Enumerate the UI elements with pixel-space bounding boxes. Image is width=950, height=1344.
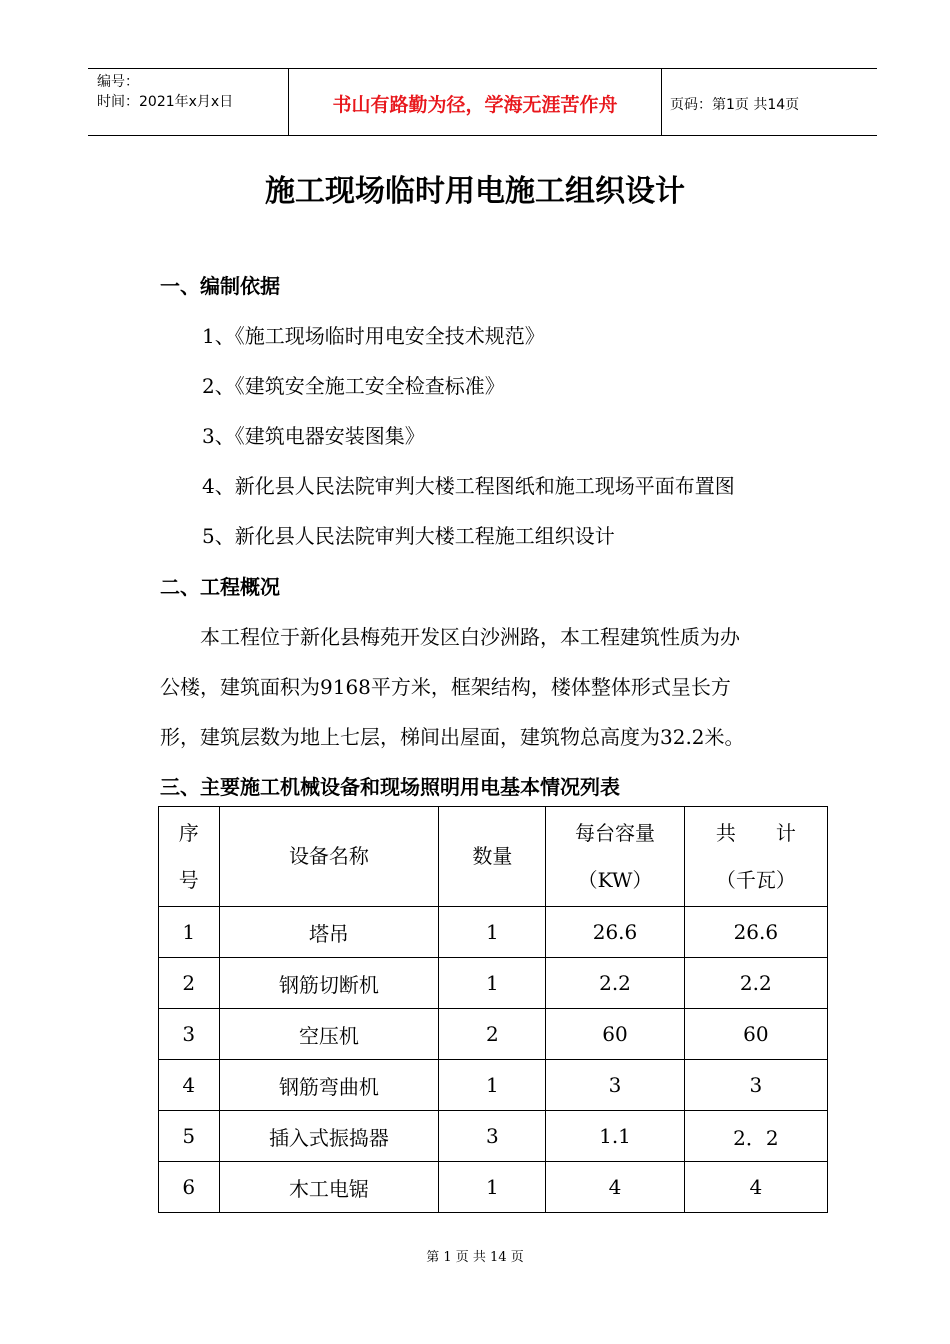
table-row — [159, 1009, 828, 1060]
cell-total: 3 — [684, 1060, 827, 1111]
header-top-rule — [88, 68, 877, 69]
header-name: 设备名称 — [219, 807, 439, 907]
basis-item: 4、新化县人民法院审判大楼工程图纸和施工现场平面布置图 — [202, 474, 735, 498]
table-row — [159, 907, 828, 958]
cell-seq: 3 — [159, 1009, 220, 1060]
cell-seq: 4 — [159, 1060, 220, 1111]
section-heading-basis: 一、编制依据 — [160, 274, 280, 298]
header-capacity-line2: （KW） — [577, 867, 653, 892]
section-heading-overview: 二、工程概况 — [160, 575, 280, 599]
doc-number-label: 编号： — [97, 74, 139, 90]
equipment-table — [158, 806, 828, 1213]
cell-total: 2.2 — [684, 958, 827, 1009]
header-bottom-rule — [88, 135, 877, 136]
table-row — [159, 1111, 828, 1162]
cell-qty: 1 — [439, 1162, 546, 1213]
header-divider-right — [661, 68, 662, 136]
overview-paragraph-line: 公楼，建筑面积为9168平方米，框架结构，楼体整体形式呈长方 — [160, 675, 731, 699]
cell-total: 26.6 — [684, 907, 827, 958]
cell-total: 60 — [684, 1009, 827, 1060]
cell-name: 空压机 — [219, 1009, 439, 1060]
doc-time-label: 时间：2021年x月x日 — [97, 94, 234, 110]
table-row — [159, 1162, 828, 1213]
cell-seq: 2 — [159, 958, 220, 1009]
cell-name: 插入式振捣器 — [219, 1111, 439, 1162]
header-seq-line2: 号 — [178, 867, 199, 892]
cell-capacity: 4 — [546, 1162, 684, 1213]
header-seq — [159, 807, 220, 907]
header-total — [684, 807, 827, 907]
document-title: 施工现场临时用电施工组织设计 — [265, 174, 685, 209]
overview-paragraph-line: 本工程位于新化县梅苑开发区白沙洲路，本工程建筑性质为办 — [160, 625, 740, 649]
header-capacity — [546, 807, 684, 907]
cell-qty: 1 — [439, 1060, 546, 1111]
cell-qty: 3 — [439, 1111, 546, 1162]
cell-name: 钢筋切断机 — [219, 958, 439, 1009]
cell-capacity: 26.6 — [546, 907, 684, 958]
cell-seq: 5 — [159, 1111, 220, 1162]
header-motto: 书山有路勤为径，学海无涯苦作舟 — [332, 94, 618, 116]
cell-seq: 1 — [159, 907, 220, 958]
cell-seq: 6 — [159, 1162, 220, 1213]
header-qty: 数量 — [439, 807, 546, 907]
cell-capacity: 1.1 — [546, 1111, 684, 1162]
cell-capacity: 2.2 — [546, 958, 684, 1009]
cell-name: 木工电锯 — [219, 1162, 439, 1213]
header-seq-line1: 序 — [178, 820, 199, 845]
cell-qty: 1 — [439, 907, 546, 958]
page-footer: 第 1 页 共 14 页 — [426, 1250, 524, 1265]
table-row — [159, 1060, 828, 1111]
cell-qty: 2 — [439, 1009, 546, 1060]
section-heading-equipment: 三、主要施工机械设备和现场照明用电基本情况列表 — [160, 775, 620, 799]
overview-paragraph-line: 形，建筑层数为地上七层，梯间出屋面，建筑物总高度为32.2米。 — [160, 725, 745, 749]
cell-name: 塔吊 — [219, 907, 439, 958]
basis-item: 5、新化县人民法院审判大楼工程施工组织设计 — [202, 524, 615, 548]
cell-name: 钢筋弯曲机 — [219, 1060, 439, 1111]
cell-capacity: 60 — [546, 1009, 684, 1060]
header-page-info: 页码：第1页 共14页 — [670, 97, 800, 113]
cell-qty: 1 — [439, 958, 546, 1009]
header-total-line1: 共 计 — [715, 820, 796, 845]
cell-total: 4 — [684, 1162, 827, 1213]
header-total-line2: （千瓦） — [715, 867, 796, 892]
cell-total: 2．2 — [684, 1111, 827, 1162]
table-header-row — [159, 807, 828, 907]
cell-capacity: 3 — [546, 1060, 684, 1111]
table-row — [159, 958, 828, 1009]
basis-item: 3、《建筑电器安装图集》 — [202, 424, 425, 448]
basis-item: 1、《施工现场临时用电安全技术规范》 — [202, 324, 545, 348]
basis-item: 2、《建筑安全施工安全检查标准》 — [202, 374, 505, 398]
header-capacity-line1: 每台容量 — [575, 820, 655, 845]
